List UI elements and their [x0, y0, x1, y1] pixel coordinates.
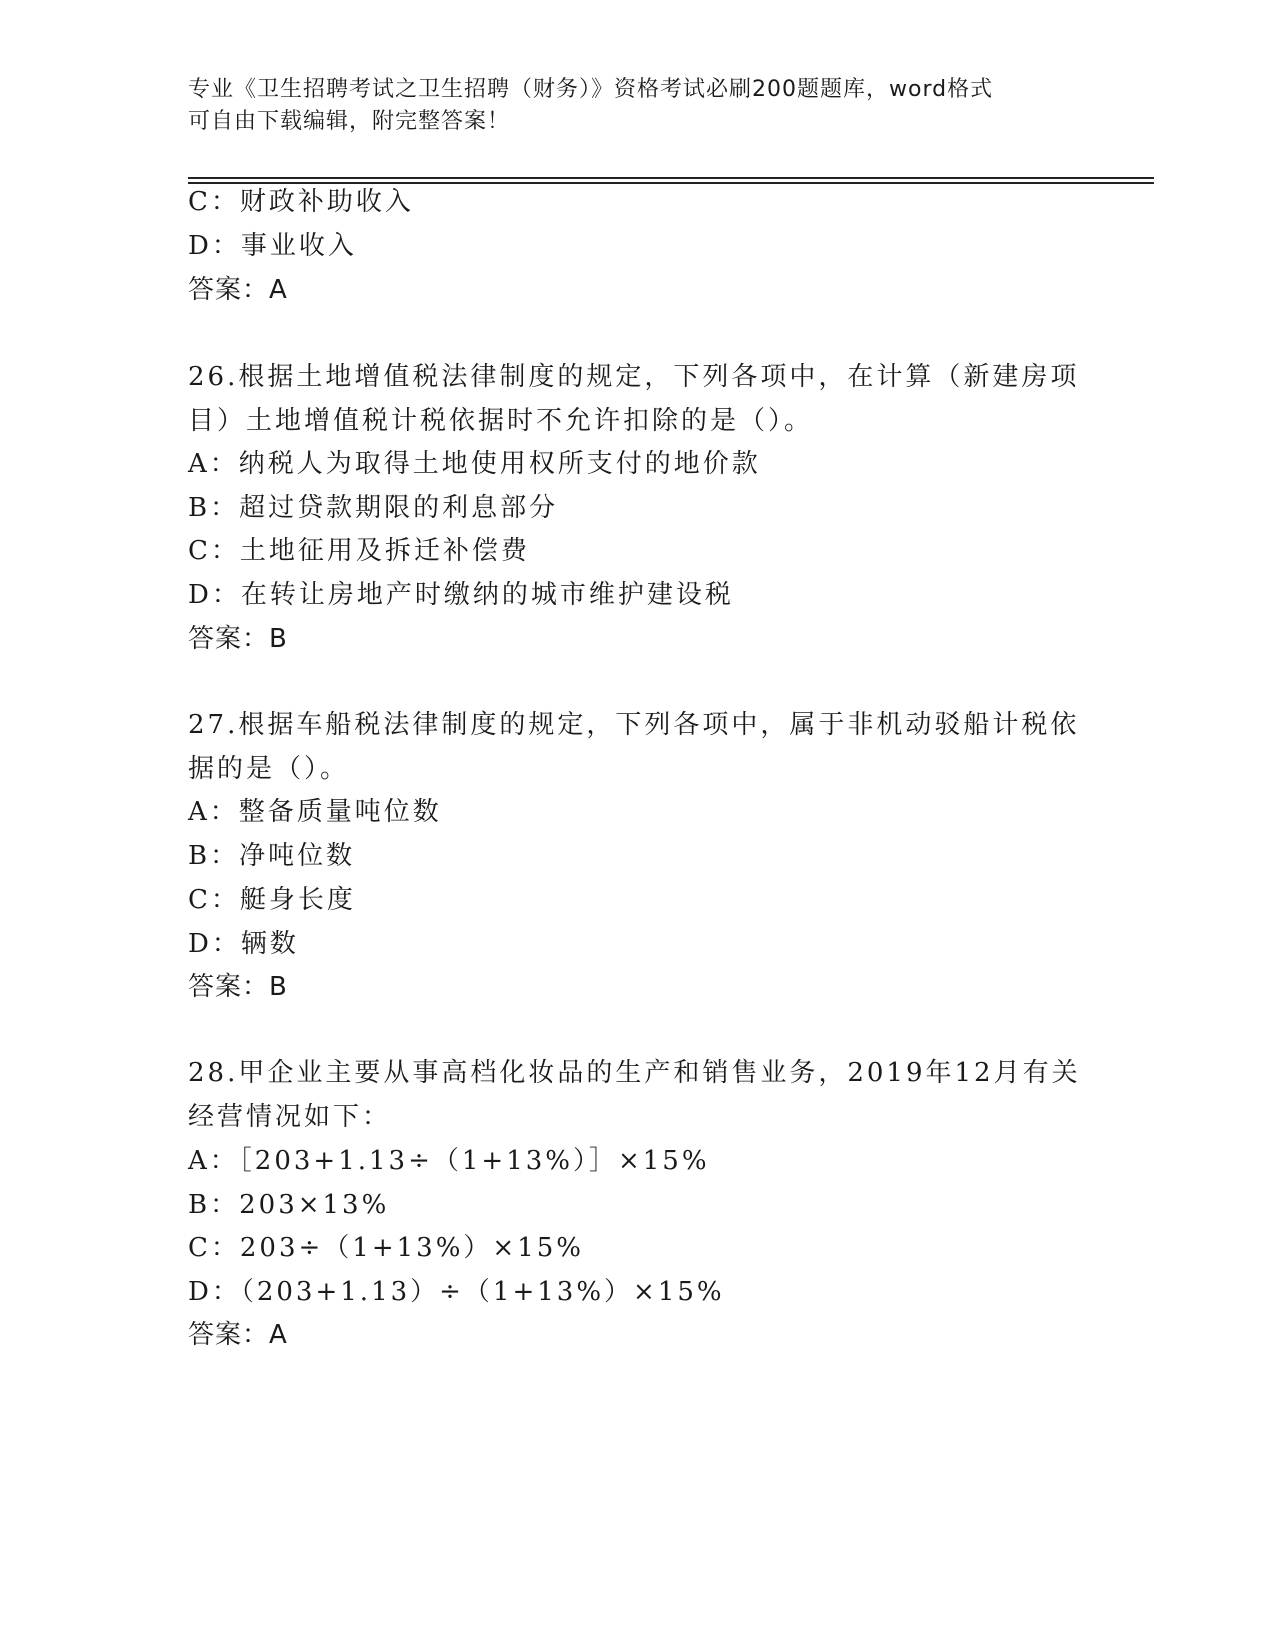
- question-26-option-a: A：纳税人为取得土地使用权所支付的地价款: [188, 449, 761, 479]
- question-26-option-c: C：土地征用及拆迁补偿费: [188, 536, 530, 566]
- question-28-option-c: C：203÷（1+13%）×15%: [188, 1233, 584, 1263]
- question-26-stem-line-1: 26.根据土地增值税法律制度的规定，下列各项中，在计算（新建房项: [188, 362, 1080, 392]
- prev-answer: 答案：A: [188, 275, 288, 305]
- question-26-option-d: D：在转让房地产时缴纳的城市维护建设税: [188, 580, 734, 610]
- question-28-option-b: B：203×13%: [188, 1190, 390, 1220]
- header-line-2: 可自由下载编辑，附完整答案！: [188, 109, 511, 134]
- question-28-option-a: A：［203+1.13÷（1+13%）］×15%: [188, 1146, 710, 1176]
- document-header: [188, 74, 1068, 138]
- question-27-answer: 答案：B: [188, 972, 288, 1002]
- question-28-option-d: D：（203+1.13）÷（1+13%）×15%: [188, 1277, 725, 1307]
- question-28-stem-line-1: 28.甲企业主要从事高档化妆品的生产和销售业务，2019年12月有关: [188, 1058, 1081, 1088]
- question-26-stem-line-2: 目）土地增值税计税依据时不允许扣除的是（）。: [188, 406, 814, 436]
- question-27-option-b: B：净吨位数: [188, 841, 356, 871]
- question-27-stem-line-1: 27.根据车船税法律制度的规定，下列各项中，属于非机动驳船计税依: [188, 710, 1080, 740]
- question-28-answer: 答案：A: [188, 1320, 288, 1350]
- question-26-option-b: B：超过贷款期限的利息部分: [188, 493, 559, 523]
- prev-option-c: C：财政补助收入: [188, 187, 414, 217]
- header-divider-top: [188, 177, 1154, 179]
- question-27-stem-line-2: 据的是（）。: [188, 754, 350, 784]
- question-27-option-c: C：艇身长度: [188, 885, 356, 915]
- question-27-option-a: A：整备质量吨位数: [188, 797, 442, 827]
- prev-option-d: D：事业收入: [188, 231, 357, 261]
- question-26-answer: 答案：B: [188, 624, 288, 654]
- question-28-stem-line-2: 经营情况如下：: [188, 1102, 392, 1132]
- header-line-1: 专业《卫生招聘考试之卫生招聘（财务）》资格考试必刷200题题库，word格式: [188, 77, 994, 102]
- question-27-option-d: D：辆数: [188, 929, 299, 959]
